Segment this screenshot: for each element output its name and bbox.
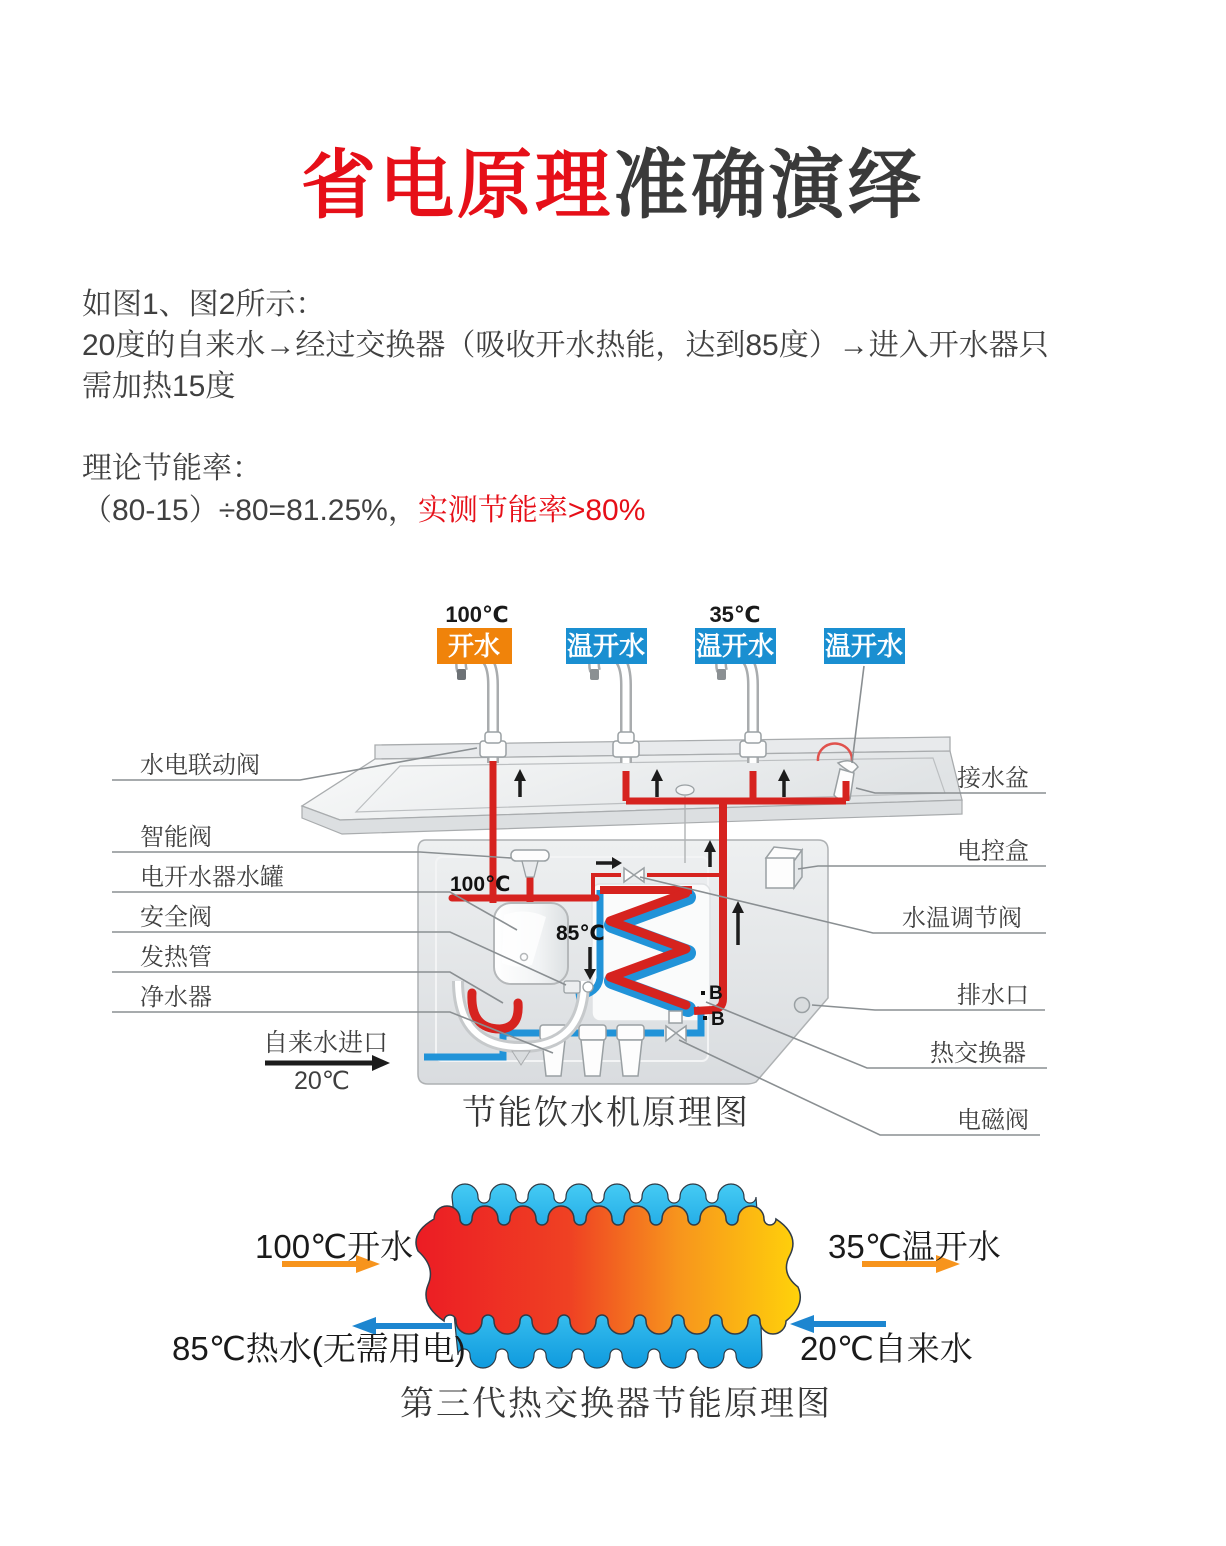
title-rest: 准确演绎 bbox=[613, 143, 926, 227]
badge-warm-3-label: 温开水 bbox=[824, 631, 904, 661]
tap-badges bbox=[437, 602, 905, 664]
label-water-electric-valve: 水电联动阀 bbox=[140, 752, 260, 779]
faucet-nozzle bbox=[717, 669, 726, 680]
b-marker-2: B bbox=[711, 1009, 725, 1030]
machine-right-labels bbox=[902, 765, 1029, 1134]
label-water-filter: 净水器 bbox=[140, 984, 212, 1011]
label-safety-valve: 安全阀 bbox=[140, 904, 212, 931]
exchanger-label-warm-out: 35℃温开水 bbox=[828, 1228, 1001, 1265]
formula-expression: （80-15）÷80=81.25%， bbox=[82, 494, 418, 527]
mid-temp-label: 85℃ bbox=[556, 922, 605, 945]
exchanger-diagram bbox=[0, 1145, 1226, 1455]
label-heating-tube: 发热管 bbox=[140, 944, 212, 971]
badge-boiling-label: 开水 bbox=[447, 631, 501, 661]
machine-caption: 节能饮水机原理图 bbox=[462, 1094, 750, 1132]
badge-warm-2-label: 温开水 bbox=[695, 631, 775, 661]
formula-heading: 理论节能率： bbox=[82, 452, 262, 485]
label-inlet-temp: 20℃ bbox=[294, 1067, 350, 1095]
drain-port bbox=[795, 998, 810, 1013]
temp-label-35: 35℃ bbox=[709, 602, 761, 627]
formula-line bbox=[82, 490, 645, 531]
formula-highlight: 实测节能率>80% bbox=[417, 494, 646, 527]
page-title bbox=[0, 126, 1226, 233]
exchanger-caption: 第三代热交换器节能原理图 bbox=[400, 1385, 832, 1423]
exchanger-label-hot-return: 85℃热水(无需用电) bbox=[172, 1330, 466, 1367]
control-box bbox=[766, 847, 802, 888]
intro-line-1: 如图1、图2所示： bbox=[82, 288, 326, 321]
badge-warm-1-label: 温开水 bbox=[566, 631, 646, 661]
tank-temp-label: 100℃ bbox=[450, 873, 511, 896]
water-filters bbox=[540, 1025, 644, 1076]
intro-line-2: 20度的自来水→经过交换器（吸收开水热能，达到85度）→进入开水器只 bbox=[82, 329, 1049, 362]
label-heat-exchanger: 热交换器 bbox=[930, 1040, 1026, 1067]
label-solenoid-valve: 电磁阀 bbox=[957, 1107, 1029, 1134]
faucet-nozzle bbox=[590, 669, 599, 680]
intro-paragraph bbox=[82, 284, 1049, 407]
label-drain-port: 排水口 bbox=[957, 982, 1029, 1009]
exchanger-label-cold-in: 20℃自来水 bbox=[800, 1330, 973, 1367]
intro-line-3: 需加热15度 bbox=[82, 370, 236, 403]
machine-diagram bbox=[0, 585, 1226, 1145]
safety-valve bbox=[564, 981, 593, 993]
b-marker-1: B bbox=[709, 983, 723, 1004]
exchanger-label-hot-in: 100℃开水 bbox=[255, 1228, 414, 1265]
title-highlight: 省电原理 bbox=[300, 143, 613, 227]
label-tap-water-inlet: 自来水进口 bbox=[263, 1029, 389, 1057]
tray-drain-hole bbox=[676, 785, 694, 795]
label-smart-valve: 智能阀 bbox=[140, 824, 212, 851]
faucet-nozzle bbox=[457, 669, 466, 680]
label-drip-tray: 接水盆 bbox=[957, 765, 1029, 792]
label-boiler-tank: 电开水器水罐 bbox=[140, 864, 284, 891]
formula-block bbox=[82, 448, 645, 531]
hot-water-channel bbox=[416, 1206, 800, 1334]
temp-label-100: 100℃ bbox=[445, 602, 509, 627]
label-temp-adjust-valve: 水温调节阀 bbox=[902, 905, 1022, 932]
label-control-box: 电控盒 bbox=[957, 838, 1029, 865]
